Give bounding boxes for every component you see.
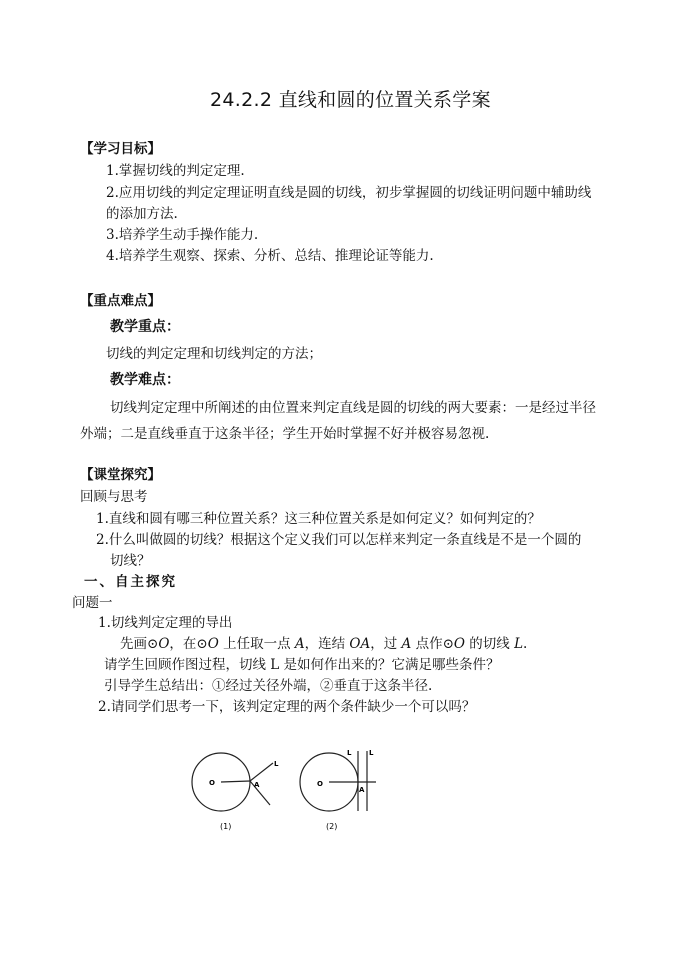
key-heading: 【重点难点】 (80, 293, 161, 309)
problem-text: 引导学生总结出：①经过关径外端，②垂直于这条半径. (104, 678, 433, 694)
line-lower (250, 781, 270, 805)
problem-item-title: 2.请同学们思考一下，该判定定理的两个条件缺少一个可以吗？ (98, 699, 476, 715)
problem-label: 问题一 (72, 595, 113, 611)
line-label: L (347, 749, 352, 757)
review-label: 回顾与思考 (80, 489, 148, 505)
line-label: L (274, 760, 279, 768)
goals-heading: 【学习目标】 (80, 141, 161, 157)
goal-item: 的添加方法. (106, 206, 178, 222)
point-label: A (359, 786, 365, 794)
review-question: 切线？ (110, 553, 151, 569)
problem-item-title: 1.切线判定定理的导出 (98, 615, 233, 631)
focus-text: 切线的判定定理和切线判定的方法； (106, 346, 322, 362)
figure-caption: (1) (220, 822, 232, 831)
goal-item: 1.掌握切线的判定定理. (106, 163, 245, 179)
line-label: L (369, 749, 374, 757)
figure-caption: (2) (326, 822, 338, 831)
page-title: 24.2.2 直线和圆的位置关系学案 (210, 89, 491, 111)
difficulty-label: 教学难点： (110, 372, 180, 388)
figure-1-circle-secant (186, 745, 286, 835)
focus-label: 教学重点： (110, 319, 180, 335)
problem-text: 先画⊙O，在⊙O 上任取一点 A，连结 OA，过 A 点作⊙O 的切线 L. (120, 636, 528, 652)
goal-item: 3.培养学生动手操作能力. (106, 227, 259, 243)
center-label: O (209, 779, 215, 787)
section-self-explore: 一、自主探究 (84, 574, 177, 590)
center-label: O (317, 780, 323, 788)
review-question: 1.直线和圆有哪三种位置关系？这三种位置关系是如何定义？如何判定的？ (96, 511, 541, 527)
difficulty-text: 切线判定定理中所阐述的由位置来判定直线是圆的切线的两大要素：一是经过半径 (110, 400, 596, 416)
goal-item: 2.应用切线的判定定理证明直线是圆的切线，初步掌握圆的切线证明问题中辅助线 (106, 185, 592, 201)
point-label: A (254, 781, 260, 789)
review-question: 2.什么叫做圆的切线？根据这个定义我们可以怎样来判定一条直线是不是一个圆的 (96, 532, 582, 548)
difficulty-text: 外端；二是直线垂直于这条半径；学生开始时掌握不好并极容易忽视. (80, 426, 490, 442)
problem-text: 请学生回顾作图过程，切线 L 是如何作出来的？它满足哪些条件？ (104, 657, 500, 673)
line-upper (250, 763, 273, 781)
figure-2-circle-lines (296, 745, 386, 835)
radius-line (221, 781, 250, 782)
explore-heading: 【课堂探究】 (80, 467, 161, 483)
goal-item: 4.培养学生观察、探索、分析、总结、推理论证等能力. (106, 248, 434, 264)
